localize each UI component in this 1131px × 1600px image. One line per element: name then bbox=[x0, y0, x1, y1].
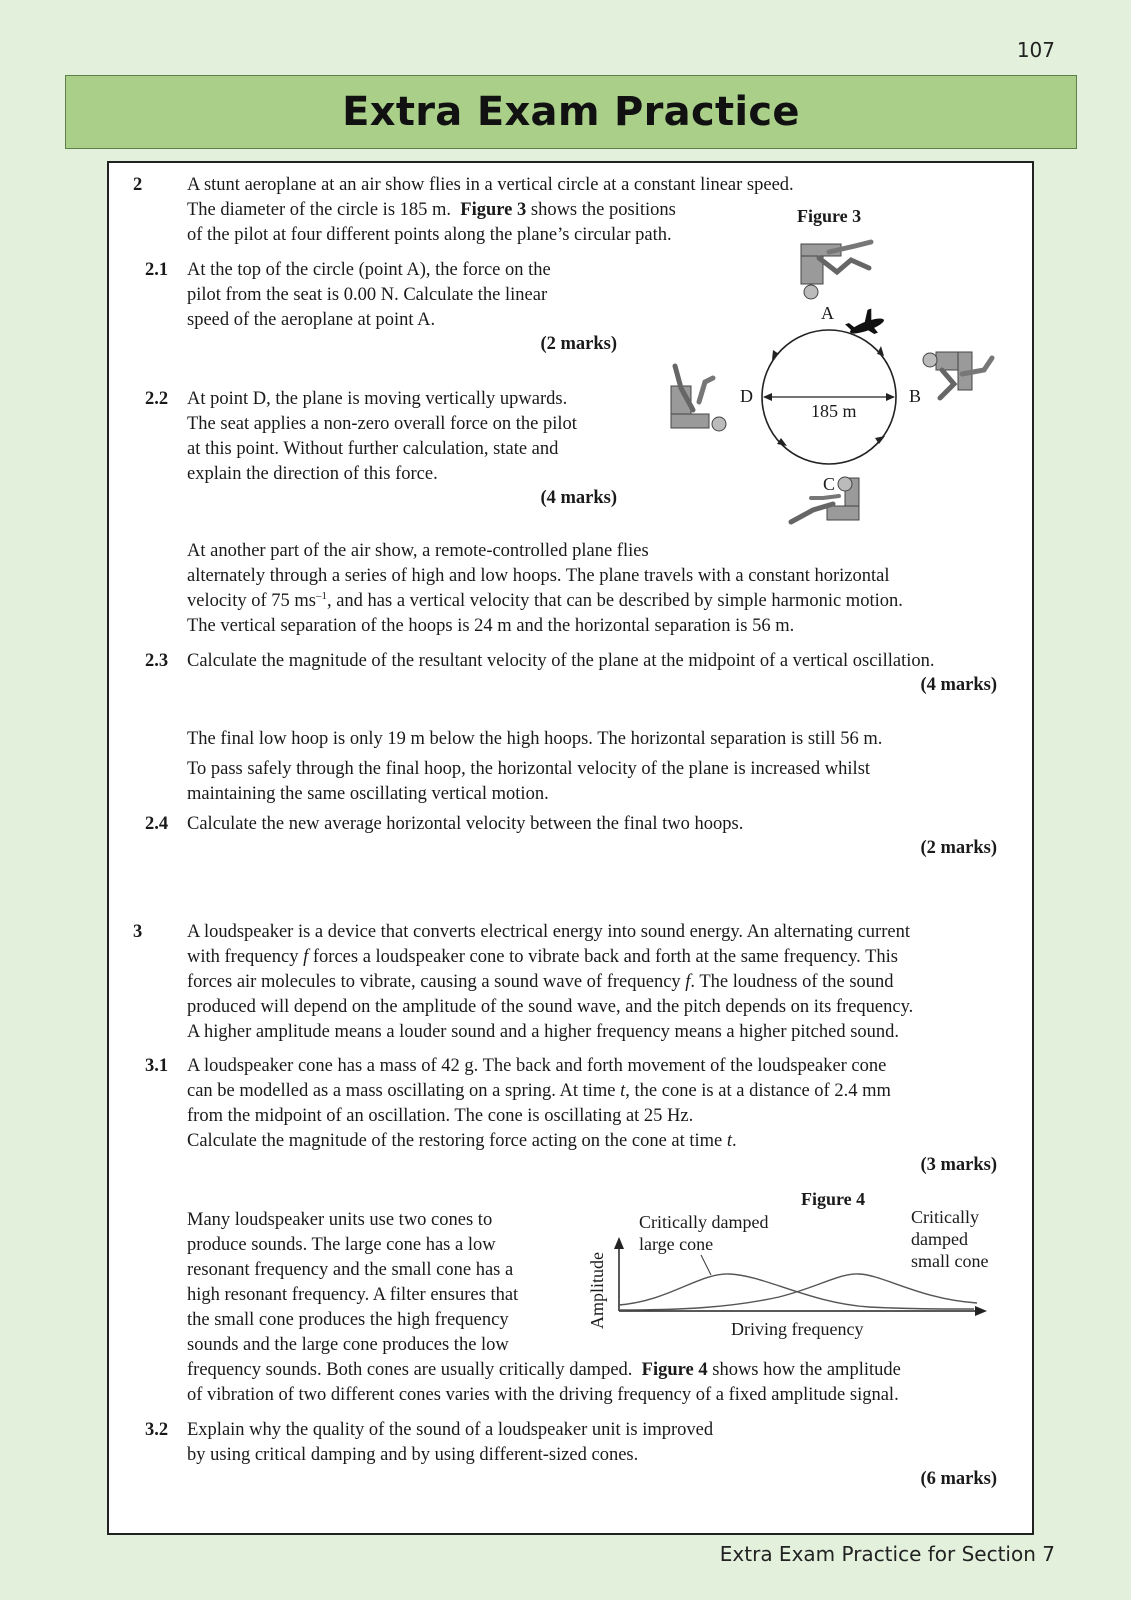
part-2-4-number: 2.4 bbox=[145, 814, 169, 834]
q3-context-line-8: of vibration of two different cones varies with the driving frequency of a fixed amplitude signal. bbox=[187, 1385, 899, 1405]
x-axis-arrowhead bbox=[975, 1306, 987, 1316]
q3-intro-line-5: A higher amplitude means a louder sound and a higher frequency means a higher pitched sound. bbox=[187, 1022, 900, 1042]
page-number: 107 bbox=[1016, 38, 1055, 62]
figure-4-caption: Figure 4 bbox=[801, 1189, 866, 1209]
y-axis-label: Amplitude bbox=[587, 1252, 607, 1329]
part-3-1-line-3: from the midpoint of an oscillation. The cone is oscillating at 25 Hz. bbox=[187, 1106, 694, 1126]
q2-context-line-1: At another part of the air show, a remote-controlled plane flies bbox=[187, 541, 649, 561]
part-2-4-marks: (2 marks) bbox=[920, 838, 997, 858]
part-2-3-line: Calculate the magnitude of the resultant velocity of the plane at the midpoint of a vertical oscillation. bbox=[187, 651, 935, 671]
part-2-4-line: Calculate the new average horizontal velocity between the final two hoops. bbox=[187, 814, 744, 834]
q3-context-line-4: high resonant frequency. A filter ensures that bbox=[187, 1285, 519, 1305]
q3-context-line-7: frequency sounds. Both cones are usually critically damped. Figure 4 shows how the amplitude bbox=[187, 1360, 901, 1380]
small-cone-label-2: damped bbox=[911, 1229, 968, 1249]
aeroplane-icon bbox=[843, 306, 887, 342]
part-2-3-marks: (4 marks) bbox=[920, 675, 997, 695]
q2-final-line-2: To pass safely through the final hoop, the horizontal velocity of the plane is increased whilst bbox=[187, 759, 871, 779]
part-3-2-number: 3.2 bbox=[145, 1420, 169, 1440]
part-2-1-line-3: speed of the aeroplane at point A. bbox=[187, 310, 436, 330]
part-2-3-number: 2.3 bbox=[145, 651, 169, 671]
q3-context-line-3: resonant frequency and the small cone has a bbox=[187, 1260, 514, 1280]
exam-questions-box bbox=[107, 161, 1034, 1535]
large-cone-pointer bbox=[701, 1255, 711, 1275]
q2-final-line-1: The final low hoop is only 19 m below the high hoops. The horizontal separation is still 56 m. bbox=[187, 729, 883, 749]
q2-intro-line-1: A stunt aeroplane at an air show flies in a vertical circle at a constant linear speed. bbox=[187, 175, 794, 195]
q3-context-line-1: Many loudspeaker units use two cones to bbox=[187, 1210, 493, 1230]
q2-context-line-4: The vertical separation of the hoops is 24 m and the horizontal separation is 56 m. bbox=[187, 616, 795, 636]
pilot-at-d-icon bbox=[671, 366, 726, 431]
diameter-label: 185 m bbox=[811, 401, 857, 421]
part-3-2-marks: (6 marks) bbox=[920, 1469, 997, 1489]
q3-intro-line-1: A loudspeaker is a device that converts electrical energy into sound energy. An alternating current bbox=[187, 922, 910, 942]
part-3-1-line-4: Calculate the magnitude of the restoring force acting on the cone at time t. bbox=[187, 1131, 737, 1151]
title-banner bbox=[65, 75, 1077, 149]
part-3-1-number: 3.1 bbox=[145, 1056, 169, 1076]
part-3-1-marks: (3 marks) bbox=[920, 1155, 997, 1175]
figure-3 bbox=[669, 198, 1014, 558]
question-3-number: 3 bbox=[133, 922, 143, 942]
point-a-label: A bbox=[821, 303, 834, 323]
x-axis-label: Driving frequency bbox=[731, 1319, 864, 1339]
figure-4 bbox=[579, 1183, 1019, 1339]
part-2-1-number: 2.1 bbox=[145, 260, 169, 280]
q3-context-line-6: sounds and the large cone produces the low bbox=[187, 1335, 509, 1355]
y-axis-arrowhead bbox=[614, 1237, 624, 1249]
point-d-label: D bbox=[740, 386, 753, 406]
q3-intro-line-3: forces air molecules to vibrate, causing a sound wave of frequency f. The loudness of the sound bbox=[187, 972, 894, 992]
page-footer: Extra Exam Practice for Section 7 bbox=[719, 1542, 1055, 1566]
figure-3-caption: Figure 3 bbox=[797, 206, 862, 226]
q2-intro-line-3: of the pilot at four different points along the plane’s circular path. bbox=[187, 225, 672, 245]
page-title: Extra Exam Practice bbox=[342, 89, 800, 135]
q2-final-line-3: maintaining the same oscillating vertical motion. bbox=[187, 784, 549, 804]
part-2-2-line-2: The seat applies a non-zero overall force on the pilot bbox=[187, 414, 577, 434]
small-cone-label-1: Critically bbox=[911, 1207, 979, 1227]
direction-arrow-top-left bbox=[772, 350, 779, 360]
part-2-2-line-4: explain the direction of this force. bbox=[187, 464, 438, 484]
q3-context-line-2: produce sounds. The large cone has a low bbox=[187, 1235, 496, 1255]
part-3-1-line-2: can be modelled as a mass oscillating on a spring. At time t, the cone is at a distance of 2.4 mm bbox=[187, 1081, 891, 1101]
q2-intro-line-2: The diameter of the circle is 185 m. Figure 3 shows the positions bbox=[187, 200, 676, 220]
part-2-2-number: 2.2 bbox=[145, 389, 169, 409]
pilot-at-a-icon bbox=[801, 242, 871, 299]
direction-arrow-bottom-left bbox=[777, 438, 787, 446]
diameter-arrowhead-left bbox=[763, 393, 772, 401]
point-c-label: C bbox=[823, 474, 836, 494]
q2-context-line-2: alternately through a series of high and low hoops. The plane travels with a constant horizontal bbox=[187, 566, 890, 586]
large-cone-label-2: large cone bbox=[639, 1234, 714, 1254]
part-2-2-line-1: At point D, the plane is moving vertically upwards. bbox=[187, 389, 568, 409]
q2-context-line-3: velocity of 75 $ms^{-1}$, and has a vertical velocity that can be described by simple harmonic motion. bbox=[187, 589, 903, 611]
large-cone-label-1: Critically damped bbox=[639, 1212, 769, 1232]
part-2-1-line-2: pilot from the seat is 0.00 N. Calculate the linear bbox=[187, 285, 548, 305]
part-2-2-marks: (4 marks) bbox=[540, 488, 617, 508]
q3-context-line-5: the small cone produces the high frequency bbox=[187, 1310, 509, 1330]
part-2-2-line-3: at this point. Without further calculation, state and bbox=[187, 439, 559, 459]
pilot-at-b-icon bbox=[923, 352, 992, 398]
small-cone-curve bbox=[619, 1274, 977, 1310]
diameter-arrowhead-right bbox=[886, 393, 895, 401]
part-2-1-marks: (2 marks) bbox=[540, 334, 617, 354]
q3-intro-line-4: produced will depend on the amplitude of the sound wave, and the pitch depends on its frequency. bbox=[187, 997, 914, 1017]
small-cone-label-3: small cone bbox=[911, 1251, 989, 1271]
question-2-number: 2 bbox=[133, 175, 143, 195]
point-b-label: B bbox=[909, 386, 922, 406]
direction-arrow-bottom-right bbox=[875, 436, 885, 444]
part-3-2-line-1: Explain why the quality of the sound of a loudspeaker unit is improved bbox=[187, 1420, 714, 1440]
q3-intro-line-2: with frequency f forces a loudspeaker cone to vibrate back and forth at the same frequency. This bbox=[187, 947, 898, 967]
part-2-1-line-1: At the top of the circle (point A), the force on the bbox=[187, 260, 551, 280]
part-3-1-line-1: A loudspeaker cone has a mass of 42 g. The back and forth movement of the loudspeaker cone bbox=[187, 1056, 887, 1076]
part-3-2-line-2: by using critical damping and by using different-sized cones. bbox=[187, 1445, 639, 1465]
